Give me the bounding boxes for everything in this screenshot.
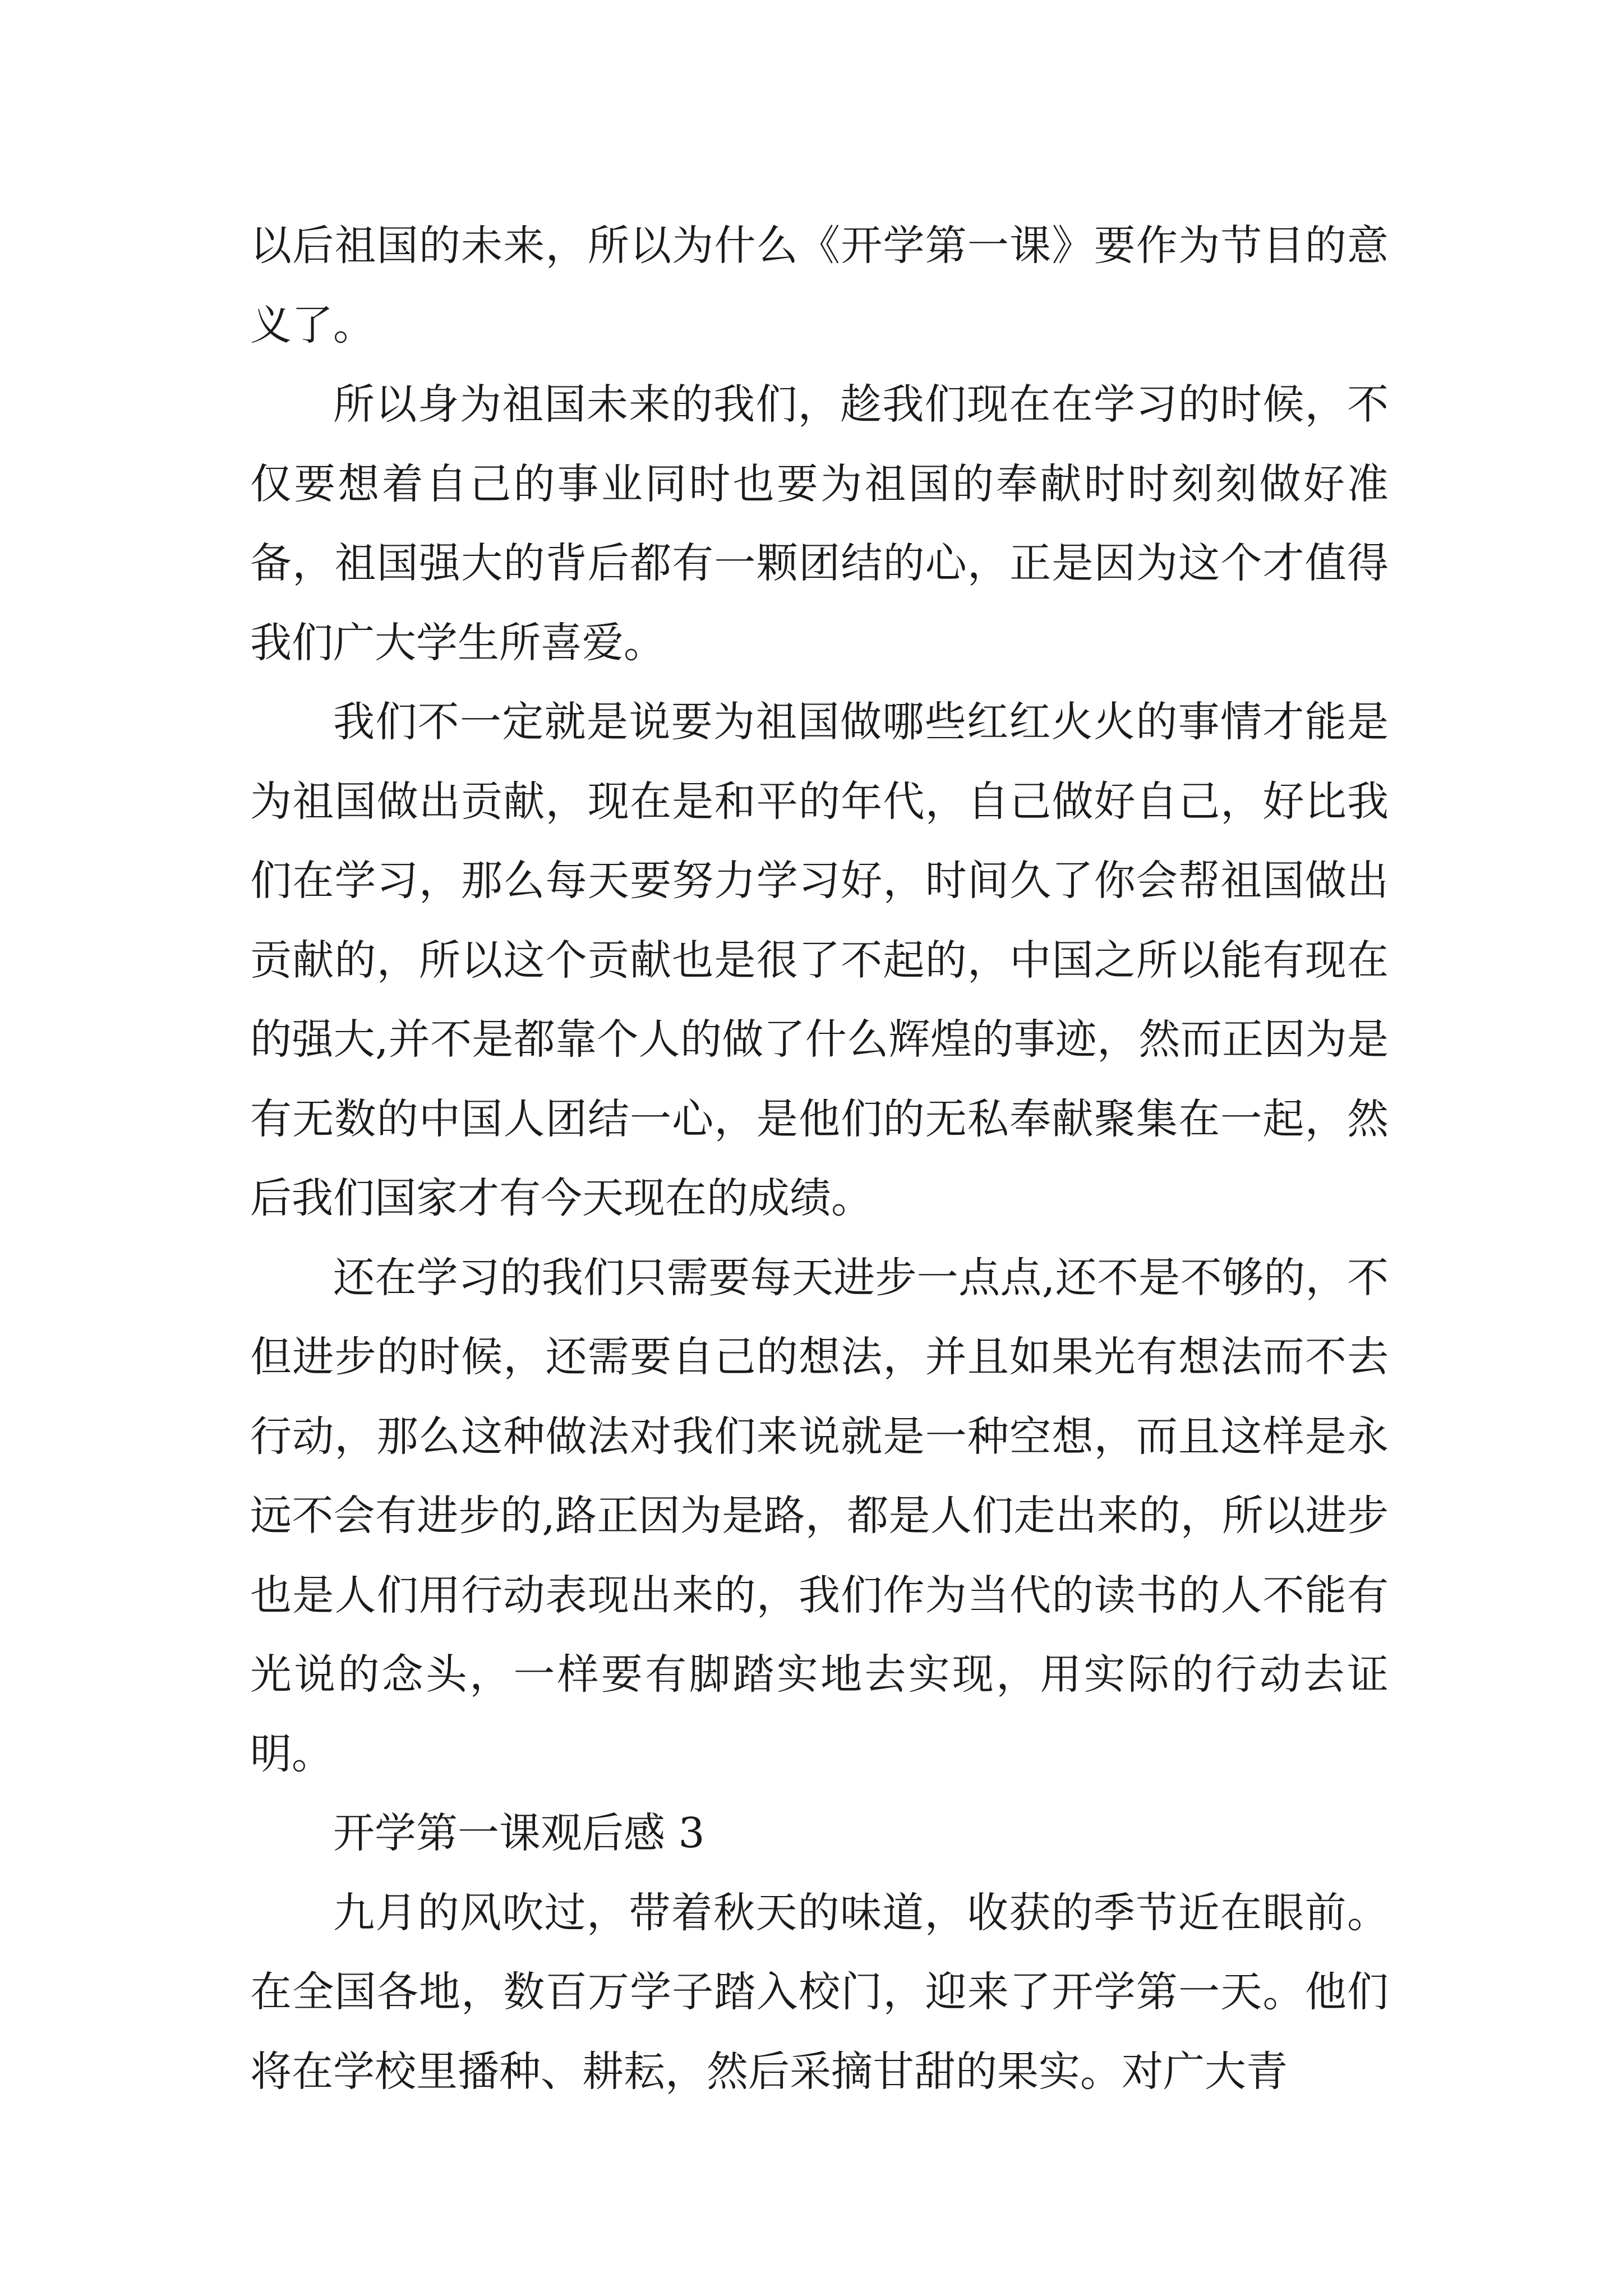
section-heading: 开学第一课观后感 3 bbox=[333, 1809, 705, 1857]
paragraph: 我们不一定就是说要为祖国做哪些红红火火的事情才能是为祖国做出贡献，现在是和平的年代，自己做好自己，好比我们在学习，那么每天要努力学习好，时间久了你会帮祖国做出贡献的，所以这个贡献也是很了不起的，中国之所以能有现在的强大,并不是都靠个人的做了什么辉煌的事迹，然而正因为是有无数的中国人团结一心，是他们的无私奉献聚集在一起，然后我们国家才有今天现在的成绩。 bbox=[250, 698, 1389, 1222]
paragraph: 所以身为祖国未来的我们，趁我们现在在学习的时候，不仅要想着自己的事业同时也要为祖国的奉献时时刻刻做好准备，祖国强大的背后都有一颗团结的心，正是因为这个才值得我们广大学生所喜爱。 bbox=[250, 380, 1389, 667]
paragraph-continuation: 以后祖国的未来，所以为什么《开学第一课》要作为节目的意义了。 bbox=[250, 222, 1389, 349]
document-body bbox=[250, 206, 1389, 2111]
paragraph: 还在学习的我们只需要每天进步一点点,还不是不够的，不但进步的时候，还需要自己的想法，并且如果光有想法而不去行动，那么这种做法对我们来说就是一种空想，而且这样是永远不会有进步的,路正因为是路，都是人们走出来的，所以进步也是人们用行动表现出来的，我们作为当代的读书的人不能有光说的念头，一样要有脚踏实地去实现，用实际的行动去证明。 bbox=[250, 1253, 1389, 1778]
paragraph: 九月的风吹过，带着秋天的味道，收获的季节近在眼前。在全国各地，数百万学子踏入校门，迎来了开学第一天。他们将在学校里播种、耕耘，然后采摘甘甜的果实。对广大青 bbox=[250, 1888, 1389, 2096]
